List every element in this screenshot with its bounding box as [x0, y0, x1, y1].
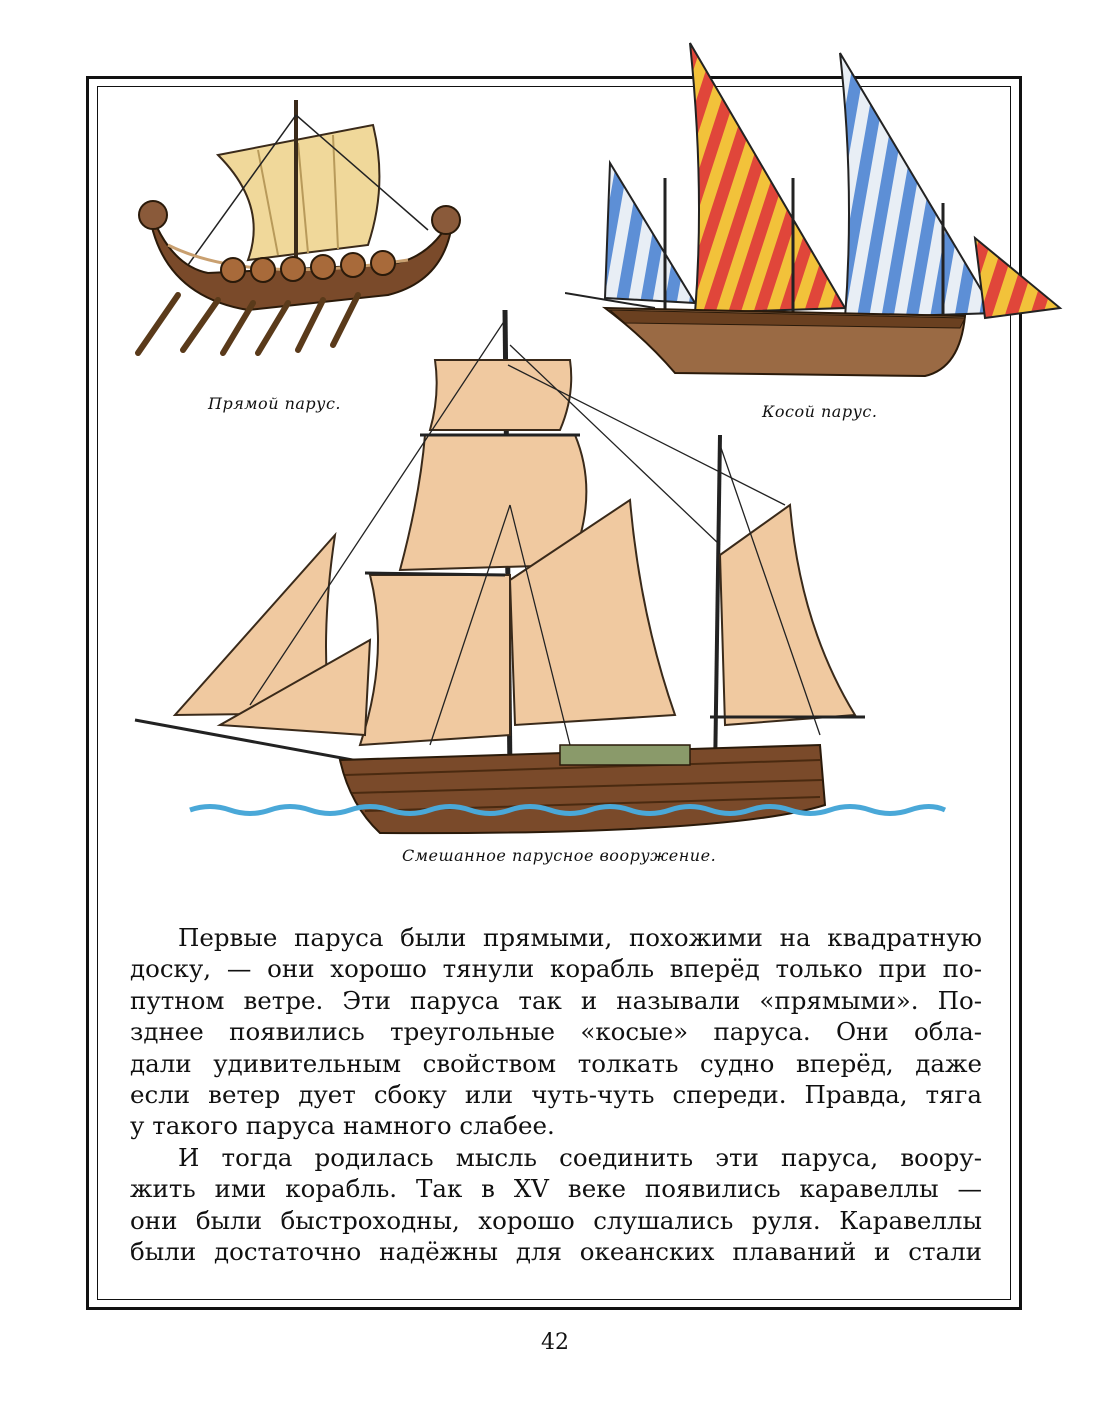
- text-line: зднее появились треугольные «косые» паруса. Они обла-: [130, 1017, 982, 1047]
- caption-lateen-sail: Косой парус.: [762, 402, 878, 421]
- mixed-rig-ship-illustration: [130, 305, 960, 845]
- text-line: И тогда родилась мысль соединить эти паруса, воору-: [178, 1142, 982, 1172]
- text-line: доску, — они хорошо тянули корабль вперёд только при по-: [130, 954, 982, 984]
- text-line: у такого паруса намного слабее.: [130, 1111, 555, 1141]
- text-line: Первые паруса были прямыми, похожими на квадратную: [178, 923, 982, 952]
- text-line: были достаточно надёжны для океанских плаваний и стали: [130, 1237, 982, 1267]
- text-line: путном ветре. Эти паруса так и называли «прямыми». По-: [130, 985, 982, 1015]
- body-text: [130, 922, 982, 1267]
- text-line: они были быстроходны, хорошо слушались руля. Каравеллы: [130, 1205, 982, 1235]
- text-line: дали удивительным свойством толкать судно вперёд, даже: [130, 1048, 982, 1078]
- text-line: если ветер дует сбоку или чуть-чуть спереди. Правда, тяга: [130, 1080, 982, 1110]
- text-line: жить ими корабль. Так в XV веке появились каравеллы —: [130, 1174, 982, 1204]
- caption-mixed-rig: Смешанное парусное вооружение.: [402, 846, 717, 865]
- page-number: 42: [541, 1330, 569, 1355]
- caption-square-sail: Прямой парус.: [208, 394, 341, 413]
